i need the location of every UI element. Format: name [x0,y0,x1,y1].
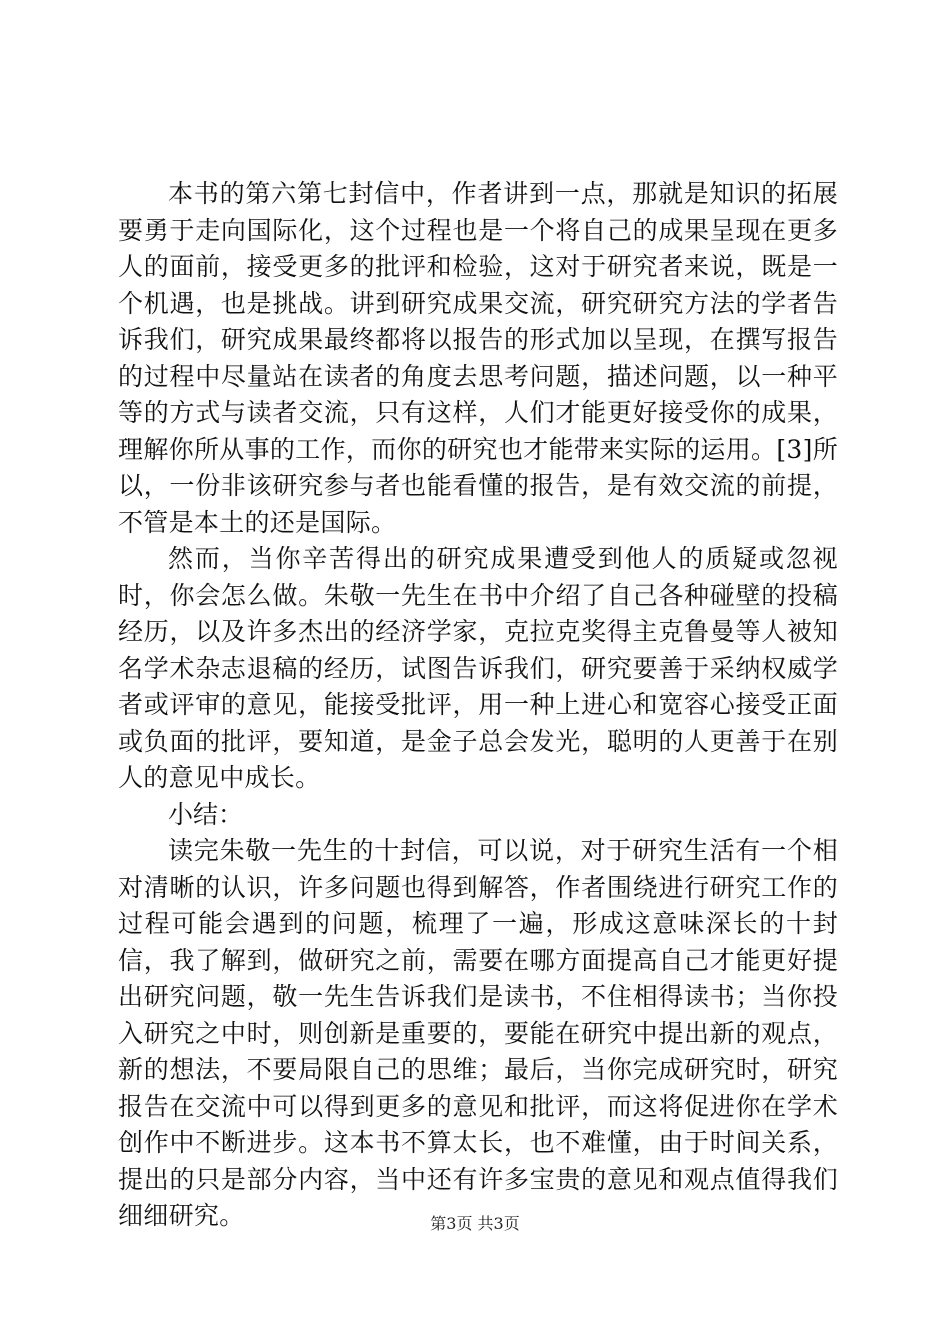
summary-heading: 小结： [168,799,244,829]
summary-paragraph: 读完朱敬一先生的十封信，可以说，对于研究生活有一个相对清晰的认识，许多问题也得到解答，作者围绕进行研究工作的过程可能会遇到的问题，梳理了一遍，形成这意味深长的十封信，我了解到，做研究之前，需要在哪方面提高自己才能更好提出研究问题，敬一先生告诉我们是读书，不住相得读书；当你投入研究之中时，则创新是重要的，要能在研究中提出新的观点，新的想法，不要局限自己的思维；最后，当你完成研究时，研究报告在交流中可以得到更多的意见和批评，而这将促进你在学术创作中不断进步。这本书不算太长，也不难懂，由于时间关系，提出的只是部分内容，当中还有许多宝贵的意见和观点值得我们细细研究。 [118,836,838,1230]
body-paragraph-1: 本书的第六第七封信中，作者讲到一点，那就是知识的拓展要勇于走向国际化，这个过程也是一个将自己的成果呈现在更多人的面前，接受更多的批评和检验，这对于研究者来说，既是一个机遇，也是挑战。讲到研究成果交流，研究研究方法的学者告诉我们，研究成果最终都将以报告的形式加以呈现，在撰写报告的过程中尽量站在读者的角度去思考问题，描述问题，以一种平等的方式与读者交流，只有这样，人们才能更好接受你的成果，理解你所从事的工作，而你的研究也才能带来实际的运用。[3]所以，一份非该研究参与者也能看懂的报告，是有效交流的前提，不管是本土的还是国际。 [118,179,838,537]
page-footer: 第3页 共3页 [430,1214,520,1233]
document-body [118,176,838,1235]
body-paragraph-2: 然而，当你辛苦得出的研究成果遭受到他人的质疑或忽视时，你会怎么做。朱敬一先生在书中介绍了自己各种碰壁的投稿经历，以及许多杰出的经济学家，克拉克奖得主克鲁曼等人被知名学术杂志退稿的经历，试图告诉我们，研究要善于采纳权威学者或评审的意见，能接受批评，用一种上进心和宽容心接受正面或负面的批评，要知道，是金子总会发光，聪明的人更善于在别人的意见中成长。 [118,544,838,792]
